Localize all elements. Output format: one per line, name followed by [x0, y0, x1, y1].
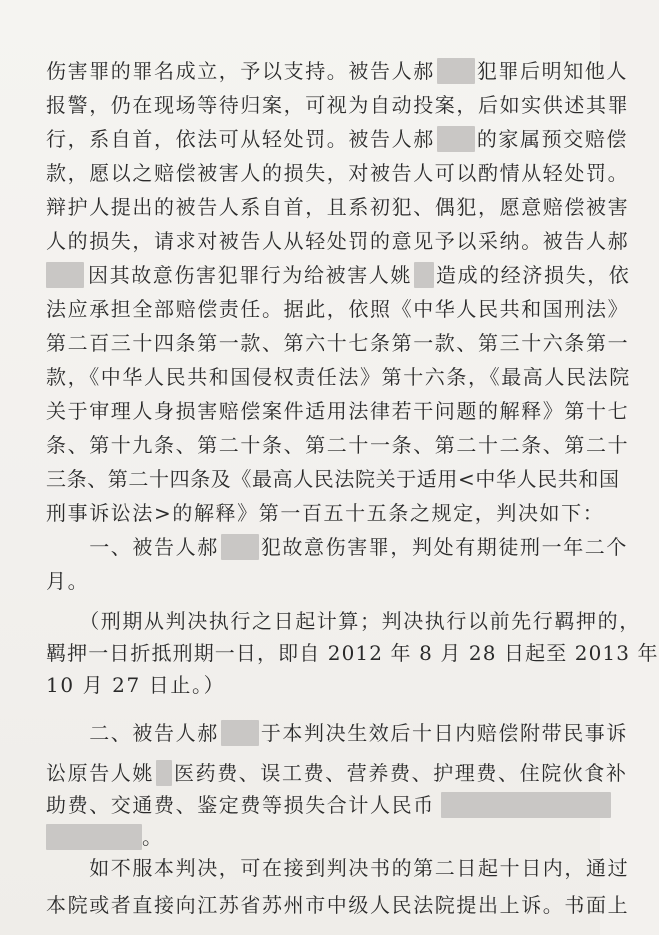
text-line-21-a: 讼原告人姚 — [46, 761, 154, 785]
text-line-25 — [46, 890, 630, 920]
text-line-19-a: 10 月 27 日止。） — [46, 673, 226, 697]
text-line-2 — [46, 90, 630, 120]
text-line-1-b: 犯罪后明知他人 — [476, 59, 629, 83]
text-line-5-a: 辩护人提出的被告人系自首，且系初犯、偶犯，愿意赔偿被害 — [46, 195, 630, 219]
text-line-22-a: 助费、交通费、鉴定费等损失合计人民币 — [46, 793, 435, 817]
text-line-24 — [46, 853, 630, 883]
text-line-19 — [46, 670, 600, 700]
text-line-3-a: 行，系自首，依法可从轻处罚。被告人郝 — [46, 127, 435, 151]
text-line-11-a: 关于审理人身损害赔偿案件适用法律若干问题的解释》第十七 — [46, 399, 630, 423]
text-line-23-a: 。 — [142, 825, 164, 849]
text-line-25-a: 本院或者直接向江苏省苏州市中级人民法院提出上诉。书面上 — [46, 893, 630, 917]
text-line-3-b: 的家属预交赔偿 — [476, 127, 629, 151]
text-line-1 — [46, 56, 629, 86]
text-line-22 — [46, 790, 600, 820]
text-line-17-a: （刑期从判决执行之日起计算；判决执行以前先行羁押的， — [46, 609, 641, 633]
redaction-block — [221, 720, 259, 746]
text-line-5 — [46, 192, 630, 222]
redaction-block — [221, 534, 259, 560]
text-line-20-a: 二、被告人郝 — [46, 721, 219, 745]
redaction-block — [414, 262, 434, 288]
redaction-block — [46, 262, 84, 288]
redaction-block — [156, 760, 172, 786]
text-line-7-b: 造成的经济损失，依 — [436, 263, 631, 287]
text-line-8 — [46, 294, 630, 324]
text-line-14 — [46, 498, 605, 528]
text-line-10-a: 款，《中华人民共和国侵权责任法》第十六条，《最高人民法院 — [46, 365, 631, 389]
text-line-15 — [46, 532, 629, 562]
text-line-6-a: 人的损失，请求对被告人从轻处罚的意见予以采纳。被告人郝 — [46, 229, 630, 253]
text-line-3 — [46, 124, 629, 154]
text-line-21-b: 医药费、误工费、营养费、护理费、住院伙食补 — [174, 761, 628, 785]
text-line-8-a: 法应承担全部赔偿责任。据此，依照《中华人民共和国刑法》 — [46, 297, 630, 321]
text-line-4-a: 款，愿以之赔偿被害人的损失，对被告人可以酌情从轻处罚。 — [46, 161, 630, 185]
redaction-block — [46, 824, 142, 850]
redaction-block — [437, 58, 475, 84]
text-line-21 — [46, 758, 628, 788]
text-line-11 — [46, 396, 630, 426]
text-line-17 — [46, 606, 641, 636]
text-line-16 — [46, 566, 600, 596]
text-line-15-a: 一、被告人郝 — [46, 535, 219, 559]
text-line-16-a: 月。 — [46, 569, 90, 593]
text-line-7-a: 因其故意伤害犯罪行为给被害人姚 — [88, 263, 412, 287]
text-line-12 — [46, 430, 630, 460]
text-line-18 — [46, 638, 659, 668]
text-line-24-a: 如不服本判决，可在接到判决书的第二日起十日内，通过 — [46, 856, 630, 880]
text-line-20 — [46, 718, 629, 748]
text-line-15-b: 犯故意伤害罪，判处有期徒刑一年二个 — [260, 535, 629, 559]
text-line-13 — [46, 464, 620, 494]
text-line-7 — [46, 260, 631, 290]
text-line-9 — [46, 328, 630, 358]
text-line-2-a: 报警，仍在现场等待归案，可视为自动投案，后如实供述其罪 — [46, 93, 630, 117]
text-line-9-a: 第二百三十四条第一款、第六十七条第一款、第三十六条第一 — [46, 331, 630, 355]
text-line-23 — [46, 822, 600, 852]
text-line-18-a: 羁押一日折抵刑期一日，即自 2012 年 8 月 28 日起至 2013 年 — [46, 641, 659, 665]
redaction-block — [437, 126, 475, 152]
text-line-14-a: 刑事诉讼法>的解释》第一百五十五条之规定，判决如下： — [46, 501, 605, 525]
text-line-12-a: 条、第十九条、第二十条、第二十一条、第二十二条、第二十 — [46, 433, 630, 457]
text-line-20-b: 于本判决生效后十日内赔偿附带民事诉 — [260, 721, 629, 745]
text-line-13-a: 三条、第二十四条及《最高人民法院关于适用<中华人民共和国 — [46, 467, 620, 491]
redaction-block — [441, 792, 611, 818]
text-line-6 — [46, 226, 630, 256]
text-line-10 — [46, 362, 631, 392]
text-line-4 — [46, 158, 630, 188]
text-line-1-a: 伤害罪的罪名成立，予以支持。被告人郝 — [46, 59, 435, 83]
